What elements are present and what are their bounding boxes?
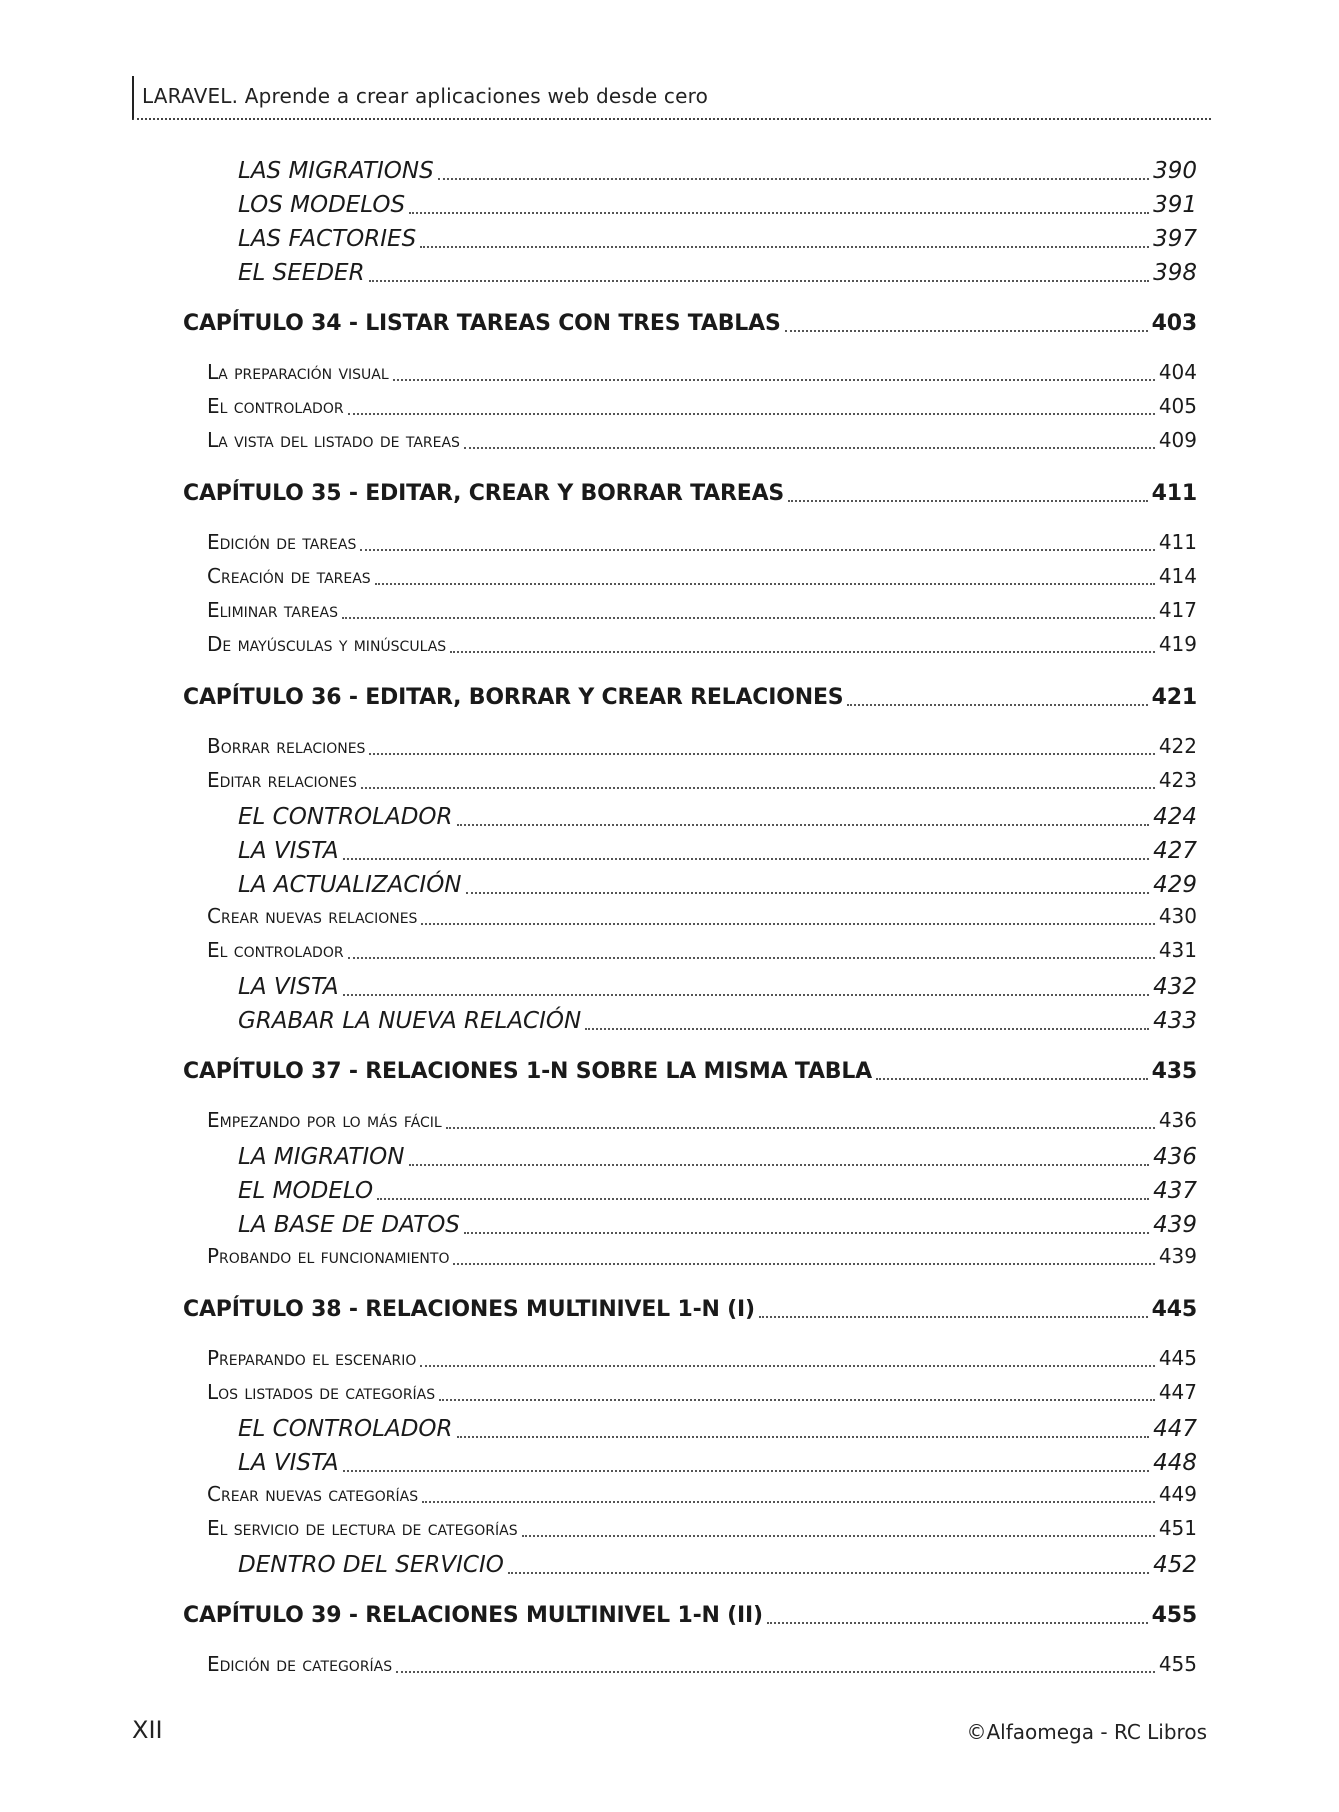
toc-section-entry [0,1377,1339,1405]
toc-chapter-entry [0,1054,1339,1084]
toc-section-entry [0,765,1339,793]
dot-leader [393,359,1155,381]
dot-leader [421,903,1154,925]
toc-entry-page: 455 [1158,1652,1197,1676]
header-title: LARAVEL. Aprende a crear aplicaciones web desde cero [142,84,709,108]
toc-entry-page: 432 [1153,974,1197,1000]
toc-section-entry [0,425,1339,453]
toc-entry-page: 436 [1153,1144,1197,1170]
dot-leader [343,835,1149,860]
toc-entry-title: Preparando el escenario [207,1346,417,1370]
toc-entry-title: Edición de categorías [207,1652,393,1676]
dot-leader [767,1600,1148,1624]
toc-entry-title: CAPÍTULO 34 - LISTAR TAREAS CON TRES TABLAS [183,311,781,336]
toc-section-entry [0,1105,1339,1133]
dot-leader [464,427,1155,449]
dot-leader [785,308,1148,332]
toc-entry-title: LA VISTA [238,974,339,1000]
dot-leader [847,682,1147,706]
toc-entry-title: EL SEEDER [238,260,365,286]
dot-leader [466,869,1150,894]
toc-section-entry [0,1343,1339,1371]
toc-entry-title: LA VISTA [238,1450,339,1476]
dot-leader [360,529,1154,551]
toc-entry-title: DENTRO DEL SERVICIO [238,1552,504,1578]
toc-entry-title: Edición de tareas [207,530,357,554]
dot-leader [759,1294,1148,1318]
toc-entry-title: LA MIGRATION [238,1144,405,1170]
dot-leader [522,1515,1155,1537]
toc-sub-entry [0,1139,1339,1170]
dot-leader [375,563,1155,585]
toc-entry-page: 398 [1153,260,1197,286]
toc-chapter-entry [0,306,1339,336]
toc-entry-title: Crear nuevas categorías [207,1482,419,1506]
toc-entry-title: EL CONTROLADOR [238,804,453,830]
toc-entry-title: LOS MODELOS [238,192,406,218]
toc-entry-page: 439 [1158,1244,1197,1268]
toc-entry-page: 424 [1153,804,1197,830]
toc-section-entry [0,561,1339,589]
dot-leader [876,1056,1148,1080]
toc-entry-title: EL MODELO [238,1178,374,1204]
publisher-credit: ©Alfaomega - RC Libros [966,1720,1207,1744]
toc-chapter-entry [0,680,1339,710]
toc-entry-title: Crear nuevas relaciones [207,904,418,928]
dot-leader [343,971,1149,996]
dot-leader [457,1413,1150,1438]
dot-leader [409,189,1149,214]
toc-section-entry [0,527,1339,555]
toc-entry-page: 448 [1153,1450,1197,1476]
toc-entry-title: Borrar relaciones [207,734,366,758]
toc-sub-entry [0,1207,1339,1238]
running-header [132,76,1211,120]
toc-entry-title: De mayúsculas y minúsculas [207,632,447,656]
toc-entry-page: 422 [1158,734,1197,758]
toc-entry-title: El servicio de lectura de categorías [207,1516,518,1540]
dot-leader [369,733,1154,755]
toc-entry-page: 403 [1151,311,1197,336]
toc-entry-page: 451 [1158,1516,1197,1540]
toc-entry-title: El controlador [207,938,344,962]
toc-entry-page: 445 [1151,1297,1197,1322]
toc-entry-page: 455 [1151,1603,1197,1628]
dot-leader [348,393,1155,415]
toc-entry-title: Editar relaciones [207,768,357,792]
dot-leader [361,767,1155,789]
toc-section-entry [0,731,1339,759]
toc-entry-page: 404 [1158,360,1197,384]
toc-entry-title: El controlador [207,394,344,418]
toc-section-entry [0,595,1339,623]
toc-entry-title: LAS MIGRATIONS [238,158,434,184]
toc-entry-page: 435 [1151,1059,1197,1084]
toc-entry-title: La vista del listado de tareas [207,428,460,452]
toc-entry-page: 417 [1158,598,1197,622]
toc-entry-page: 439 [1153,1212,1197,1238]
toc-entry-title: LA ACTUALIZACIÓN [238,872,462,898]
toc-entry-title: Los listados de categorías [207,1380,436,1404]
toc-entry-page: 431 [1158,938,1197,962]
toc-sub-entry [0,867,1339,898]
toc-section-entry [0,935,1339,963]
toc-entry-page: 390 [1153,158,1197,184]
toc-entry-page: 427 [1153,838,1197,864]
toc-sub-entry [0,1411,1339,1442]
dot-leader [348,937,1155,959]
toc-entry-page: 391 [1153,192,1197,218]
dot-leader [343,1447,1149,1472]
toc-entry-page: 449 [1158,1482,1197,1506]
toc-entry-title: LAS FACTORIES [238,226,417,252]
toc-sub-entry [0,1173,1339,1204]
toc-entry-title: CAPÍTULO 38 - RELACIONES MULTINIVEL 1-N (I) [183,1297,755,1322]
dot-leader [422,1481,1155,1503]
dot-leader [369,257,1150,282]
toc-sub-entry [0,833,1339,864]
toc-entry-page: 437 [1153,1178,1197,1204]
toc-sub-entry [0,255,1339,286]
toc-entry-title: Creación de tareas [207,564,371,588]
toc-entry-title: GRABAR LA NUEVA RELACIÓN [238,1008,582,1034]
toc-entry-title: LA BASE DE DATOS [238,1212,460,1238]
toc-sub-entry [0,799,1339,830]
toc-entry-page: 447 [1153,1416,1197,1442]
toc-section-entry [0,1241,1339,1269]
toc-entry-page: 419 [1158,632,1197,656]
dot-leader [450,631,1155,653]
toc-entry-page: 397 [1153,226,1197,252]
toc-entry-page: 414 [1158,564,1197,588]
toc-entry-page: 447 [1158,1380,1197,1404]
dot-leader [508,1549,1149,1574]
toc-entry-title: CAPÍTULO 37 - RELACIONES 1-N SOBRE LA MISMA TABLA [183,1059,873,1084]
toc-entry-page: 405 [1158,394,1197,418]
toc-entry-title: LA VISTA [238,838,339,864]
toc-entry-page: 409 [1158,428,1197,452]
dot-leader [453,1243,1154,1265]
toc-entry-title: CAPÍTULO 35 - EDITAR, CREAR Y BORRAR TAREAS [183,481,785,506]
toc-sub-entry [0,1547,1339,1578]
toc-section-entry [0,629,1339,657]
toc-section-entry [0,1479,1339,1507]
toc-chapter-entry [0,476,1339,506]
dot-leader [438,155,1149,180]
toc-section-entry [0,1649,1339,1677]
toc-entry-title: CAPÍTULO 39 - RELACIONES MULTINIVEL 1-N (II) [183,1603,763,1628]
toc-entry-page: 421 [1151,685,1197,710]
dot-leader [439,1379,1155,1401]
dot-leader [377,1175,1149,1200]
toc-entry-page: 411 [1151,481,1197,506]
dot-leader [446,1107,1155,1129]
toc-sub-entry [0,1445,1339,1476]
toc-section-entry [0,901,1339,929]
toc-chapter-entry [0,1598,1339,1628]
toc-section-entry [0,391,1339,419]
dot-leader [464,1209,1149,1234]
dot-leader [396,1651,1155,1673]
toc-entry-page: 429 [1153,872,1197,898]
dot-leader [342,597,1155,619]
toc-entry-page: 423 [1158,768,1197,792]
dot-leader [420,223,1149,248]
dot-leader [409,1141,1150,1166]
dot-leader [457,801,1150,826]
toc-sub-entry [0,153,1339,184]
toc-entry-title: Empezando por lo más fácil [207,1108,442,1132]
toc-entry-page: 411 [1158,530,1197,554]
toc-entry-page: 445 [1158,1346,1197,1370]
dot-leader [788,478,1148,502]
page-number: XII [132,1716,163,1744]
toc-entry-title: Probando el funcionamiento [207,1244,450,1268]
dot-leader [420,1345,1154,1367]
toc-entry-page: 436 [1158,1108,1197,1132]
toc-sub-entry [0,187,1339,218]
toc-entry-title: EL CONTROLADOR [238,1416,453,1442]
toc-section-entry [0,1513,1339,1541]
toc-entry-page: 433 [1153,1008,1197,1034]
toc-entry-title: CAPÍTULO 36 - EDITAR, BORRAR Y CREAR RELACIONES [183,685,844,710]
toc-entry-title: La preparación visual [207,360,389,384]
toc-chapter-entry [0,1292,1339,1322]
dot-leader [585,1005,1149,1030]
toc-sub-entry [0,1003,1339,1034]
toc-sub-entry [0,969,1339,1000]
toc-entry-page: 430 [1158,904,1197,928]
toc-sub-entry [0,221,1339,252]
toc-entry-title: Eliminar tareas [207,598,338,622]
toc-entry-page: 452 [1153,1552,1197,1578]
toc-section-entry [0,357,1339,385]
